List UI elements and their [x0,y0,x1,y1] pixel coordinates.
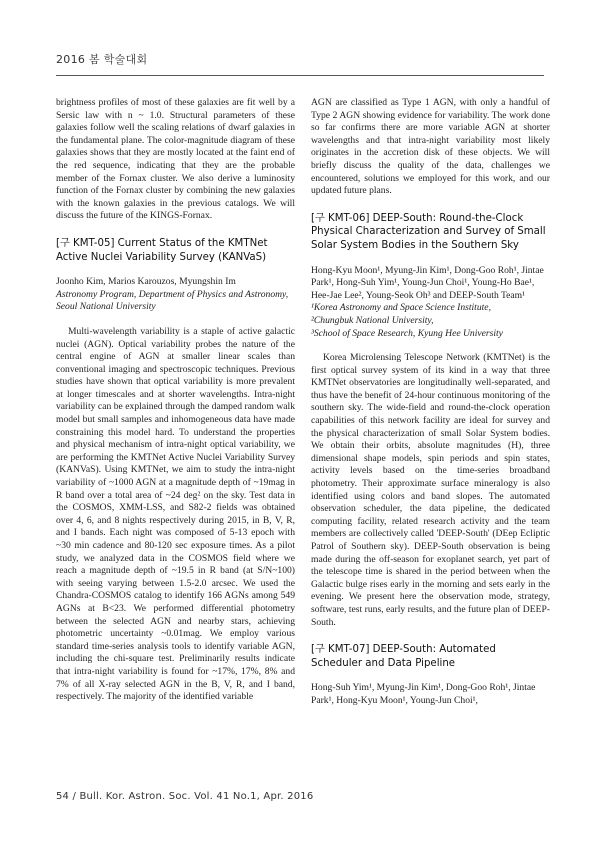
running-header: 2016 봄 학술대회 [56,53,148,66]
continuation-paragraph: brightness profiles of most of these galaxies are fit well by a Sersic law with n ~ 1.0. Structural parameters of these galaxies follow well the scaling relations of dwarf galaxies in the fundamental plane. The color-magnitude diagram of these galaxies shows that they are mostly located at the faint end of the red sequence, indicating that they are the probable member of the Fornax cluster. We also derive a luminosity function of the Fornax cluster by combining the new galaxies with the known galaxies in the previous catalogs. We will discuss the future of the KINGS-Fornax. [56,97,295,222]
kmt05-affiliation: Astronomy Program, Department of Physics and Astronomy, Seoul National University [56,288,289,313]
kmt05-abstract: Multi-wavelength variability is a staple of active galactic nuclei (AGN). Optical variability probes the nature of the central engine of AGN at smaller linear scales than conventional imaging and spectroscopic techniques. Previous studies have shown that optical variability is more prevalent at longer timescales and at shorter wavelengths. Intra-night variability can be explained through the damped random walk model but small samples and inhomogeneous data have made constraining this model hard. To understand the properties and physical mechanism of intra-night optical variability, we are performing the KMTNet Active Nuclei Variability Survey (KANVaS). Using KMTNet, we aim to study the intra-night variability of ~1000 AGN at a magnitude depth of ~19mag in R band over a total area of ~24 deg² on the sky. Test data in the COSMOS, XMM-LSS, and S82-2 fields was obtained over 4, 6, and 8 nights respectively during 2015, in B, V, R, and I bands. Each night was composed of 5-13 epoch with ~30 min cadence and 80-120 sec exposure times. As a pilot study, we analyzed data in the COSMOS field where we reach a magnitude depth of ~19.5 in R band (at S/N~100) with seeing varying between 1.5-2.0 arcsec. We used the Chandra-COSMOS catalog to identify 166 AGNs among 549 AGNs at B<23. We performed differential photometry between the selected AGN and nearby stars, achieving photometric uncertainty ~0.01mag. We employ various standard time-series analysis tools to identify variable AGN, including the chi-square test. Preliminarily results indicate that intra-night variability is found for ~17%, 17%, 8% and 7% of all X-ray selected AGN in the B, V, R, and I band, respectively. The majority of the identified variable [56,325,295,703]
kmt05-title: [구 KMT-05] Current Status of the KMTNet Active Nuclei Variability Survey (KANVaS) [56,237,268,263]
kmt06-affiliation-3: ³School of Space Research, Kyung Hee University [311,327,503,339]
continuation-paragraph: AGN are classified as Type 1 AGN, with only a handful of Type 2 AGN showing evidence for variability. The work done so far confirms there are more variable AGN at shorter wavelengths and that intra-night variability most likely originates in the accretion disk of these objects. We will briefly discuss the quality of the data, challenges we encountered, solutions we employed for this work, and our updated future plans. [311,97,550,197]
right-column [311,97,550,708]
kmt06-abstract: Korea Microlensing Telescope Network (KMTNet) is the first optical survey system of its kind in a way that three KMTNet observatories are longitudinally well-separated, and thus have the benefit of 24-hour continuous monitoring of the southern sky. The wide-field and round-the-clock operation capabilities of this network facility are ideal for survey and the physical characterization of small Solar System bodies. We obtain their orbits, absolute magnitudes (H), three dimensional shape models, spin periods and spin states, activity levels based on the time-series broadband photometry. Their approximate surface mineralogy is also identified using colors and band slopes. The automated observation scheduler, the data pipeline, the dedicated computing facility, related research activity and the team members are collectively called 'DEEP-South' (DEep Ecliptic Patrol of Southern sky). DEEP-South observation is being made during the off-season for exoplanet search, yet part of the telescope time is shared in the period between when the Galactic bulge rises early in the morning and sets early in the evening. We present here the observation mode, strategy, software, test runs, early results, and the future plan of DEEP-South. [311,352,550,628]
kmt06-affiliation-2: ²Chungbuk National University, [311,314,434,326]
kmt06-authors: Hong-Kyu Moon¹, Myung-Jin Kim¹, Dong-Goo Roh¹, Jintae Park¹, Hong-Suh Yim¹, Young-Jun Choi¹, Young-Ho Bae¹, Hee-Jae Lee², Young-Seok Oh³ and DEEP-South Team¹ [311,264,544,301]
kmt07-title: [구 KMT-07] DEEP-South: Automated Scheduler and Data Pipeline [311,644,496,669]
kmt07-authors: Hong-Suh Yim¹, Myung-Jin Kim¹, Dong-Goo Roh¹, Jintae Park¹, Hong-Kyu Moon¹, Young-Jun Choi¹, [311,682,536,706]
left-column [56,97,295,704]
header-rule [56,75,544,76]
kmt06-affiliation-1: ¹Korea Astronomy and Space Science Institute, [311,302,491,314]
kmt06-title: [구 KMT-06] DEEP-South: Round-the-Clock Physical Characterization and Survey of Small Solar System Bodies in the Southern Sky [311,212,546,251]
page-footer: 54 / Bull. Kor. Astron. Soc. Vol. 41 No.1, Apr. 2016 [56,791,314,802]
kmt05-authors: Joonho Kim, Marios Karouzos, Myungshin Im [56,276,236,288]
